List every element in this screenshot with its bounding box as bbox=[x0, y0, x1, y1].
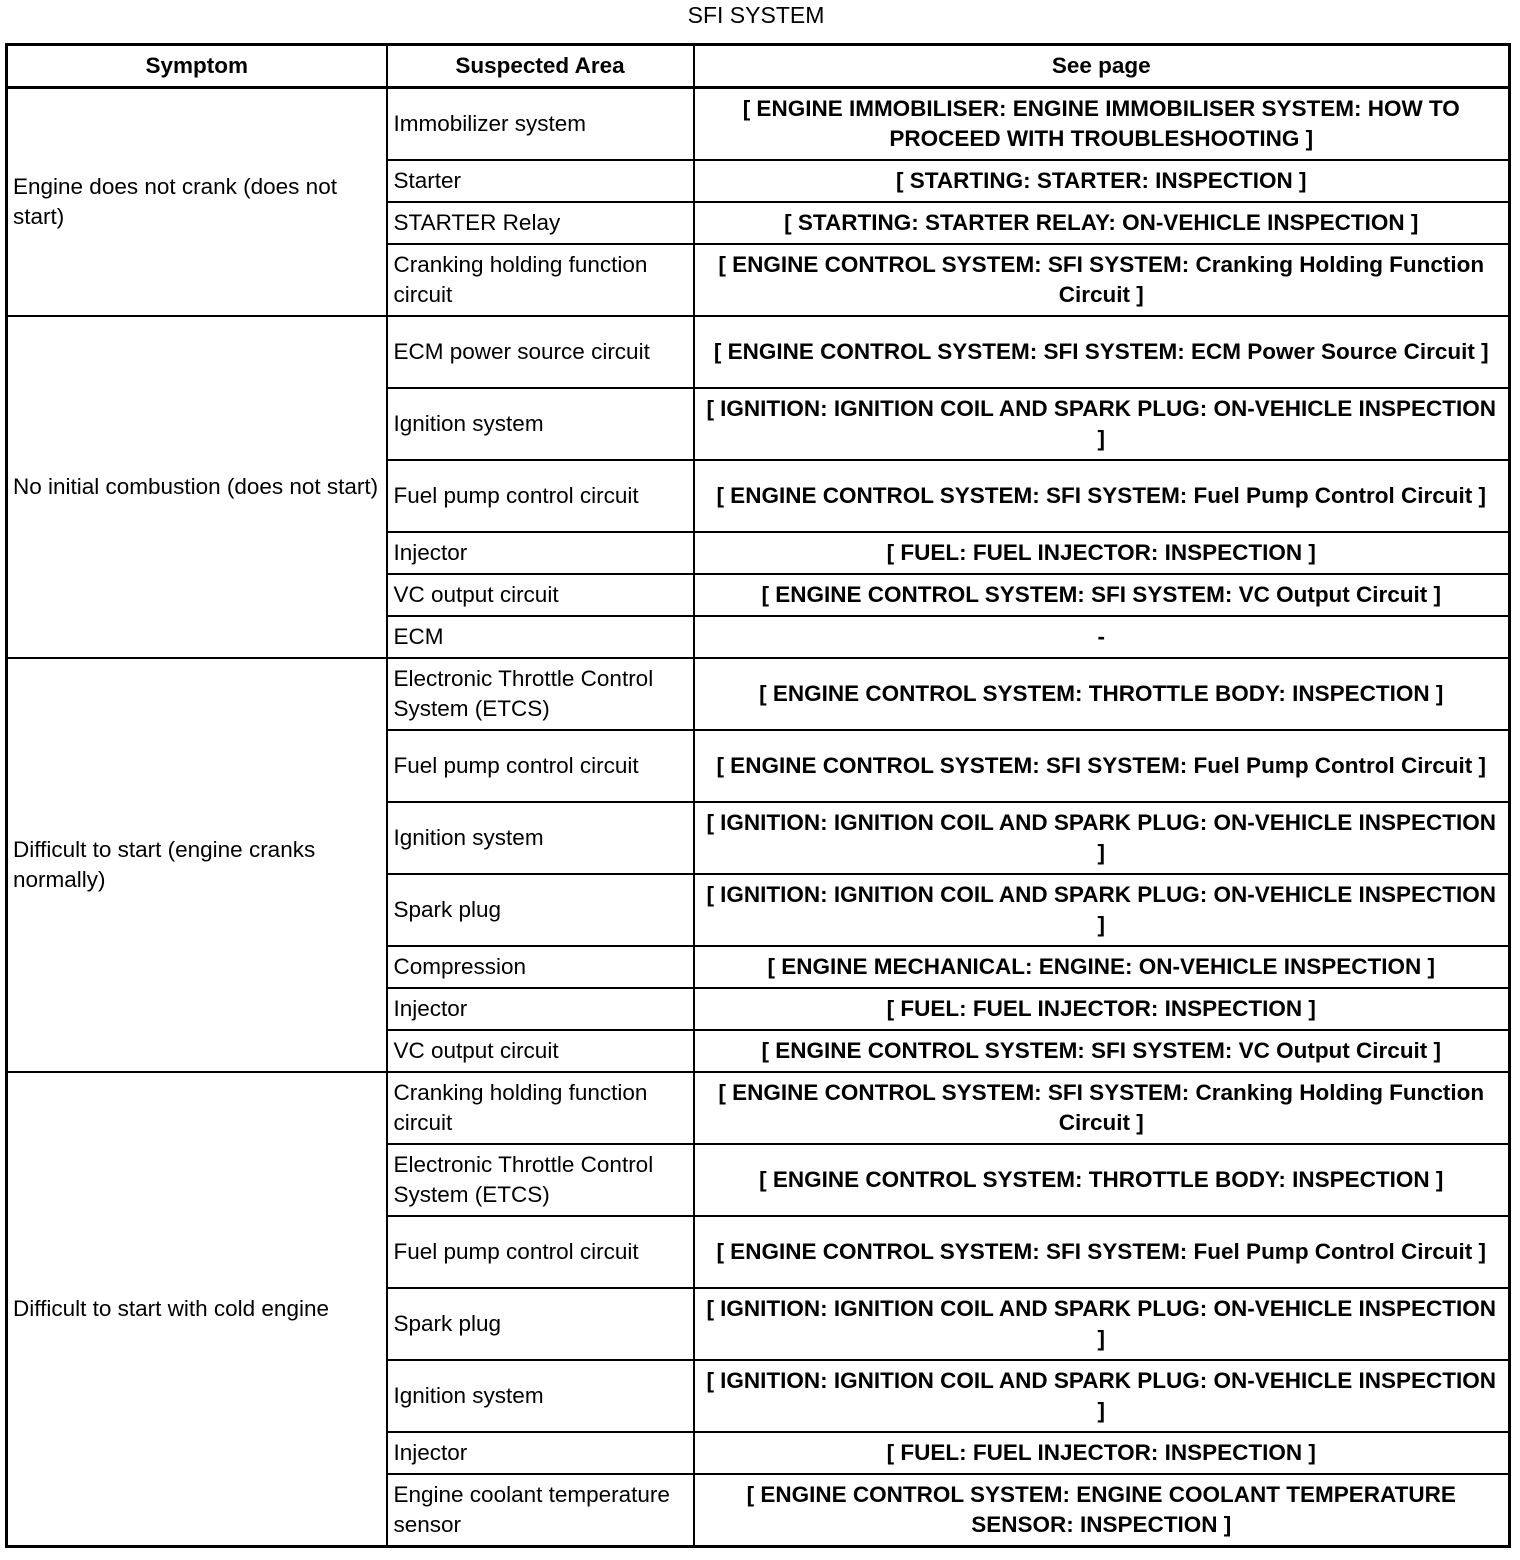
area-cell: ECM bbox=[387, 616, 694, 658]
page-reference: [ FUEL: FUEL INJECTOR: INSPECTION ] bbox=[694, 532, 1510, 574]
page-reference: [ ENGINE CONTROL SYSTEM: SFI SYSTEM: ECM Power Source Circuit ] bbox=[694, 316, 1510, 388]
area-cell: Cranking holding function circuit bbox=[387, 244, 694, 316]
page-reference: [ ENGINE CONTROL SYSTEM: ENGINE COOLANT TEMPERATURE SENSOR: INSPECTION ] bbox=[694, 1474, 1510, 1547]
page-reference: [ IGNITION: IGNITION COIL AND SPARK PLUG: ON-VEHICLE INSPECTION ] bbox=[694, 1360, 1510, 1432]
area-cell: Cranking holding function circuit bbox=[387, 1072, 694, 1144]
symptom-cell: Difficult to start with cold engine bbox=[7, 1072, 387, 1547]
area-cell: Injector bbox=[387, 988, 694, 1030]
page-reference: [ IGNITION: IGNITION COIL AND SPARK PLUG: ON-VEHICLE INSPECTION ] bbox=[694, 874, 1510, 946]
page-reference: [ FUEL: FUEL INJECTOR: INSPECTION ] bbox=[694, 1432, 1510, 1474]
area-cell: Engine coolant temperature sensor bbox=[387, 1474, 694, 1547]
area-cell: Ignition system bbox=[387, 802, 694, 874]
page-reference: [ ENGINE MECHANICAL: ENGINE: ON-VEHICLE INSPECTION ] bbox=[694, 946, 1510, 988]
page-reference: [ ENGINE CONTROL SYSTEM: THROTTLE BODY: INSPECTION ] bbox=[694, 1144, 1510, 1216]
page-reference: [ IGNITION: IGNITION COIL AND SPARK PLUG: ON-VEHICLE INSPECTION ] bbox=[694, 802, 1510, 874]
page-reference: [ ENGINE CONTROL SYSTEM: SFI SYSTEM: Cranking Holding Function Circuit ] bbox=[694, 244, 1510, 316]
page-reference: [ ENGINE CONTROL SYSTEM: SFI SYSTEM: Fuel Pump Control Circuit ] bbox=[694, 460, 1510, 532]
area-cell: Injector bbox=[387, 532, 694, 574]
troubleshooting-table bbox=[5, 43, 1511, 1548]
page-reference: [ STARTING: STARTER: INSPECTION ] bbox=[694, 160, 1510, 202]
page-reference: - bbox=[694, 616, 1510, 658]
area-cell: Fuel pump control circuit bbox=[387, 1216, 694, 1288]
area-cell: Electronic Throttle Control System (ETCS) bbox=[387, 658, 694, 730]
area-cell: VC output circuit bbox=[387, 574, 694, 616]
page-reference: [ ENGINE CONTROL SYSTEM: SFI SYSTEM: Fuel Pump Control Circuit ] bbox=[694, 730, 1510, 802]
area-cell: Compression bbox=[387, 946, 694, 988]
area-cell: Spark plug bbox=[387, 874, 694, 946]
symptom-cell: No initial combustion (does not start) bbox=[7, 316, 387, 658]
table-row bbox=[7, 1072, 1510, 1144]
page-reference: [ STARTING: STARTER RELAY: ON-VEHICLE INSPECTION ] bbox=[694, 202, 1510, 244]
area-cell: ECM power source circuit bbox=[387, 316, 694, 388]
table-row bbox=[7, 316, 1510, 388]
table-header-row bbox=[7, 45, 1510, 88]
table-row bbox=[7, 658, 1510, 730]
page-reference: [ ENGINE CONTROL SYSTEM: THROTTLE BODY: INSPECTION ] bbox=[694, 658, 1510, 730]
page-reference: [ ENGINE CONTROL SYSTEM: SFI SYSTEM: VC Output Circuit ] bbox=[694, 1030, 1510, 1072]
area-cell: Fuel pump control circuit bbox=[387, 730, 694, 802]
area-cell: Immobilizer system bbox=[387, 88, 694, 161]
page-reference: [ ENGINE CONTROL SYSTEM: SFI SYSTEM: VC Output Circuit ] bbox=[694, 574, 1510, 616]
page-reference: [ IGNITION: IGNITION COIL AND SPARK PLUG: ON-VEHICLE INSPECTION ] bbox=[694, 1288, 1510, 1360]
page-title: SFI SYSTEM bbox=[687, 2, 825, 28]
area-cell: Starter bbox=[387, 160, 694, 202]
page-reference: [ ENGINE CONTROL SYSTEM: SFI SYSTEM: Cranking Holding Function Circuit ] bbox=[694, 1072, 1510, 1144]
symptom-cell: Engine does not crank (does not start) bbox=[7, 88, 387, 317]
header-symptom: Symptom bbox=[7, 45, 387, 88]
area-cell: Ignition system bbox=[387, 1360, 694, 1432]
area-cell: STARTER Relay bbox=[387, 202, 694, 244]
area-cell: VC output circuit bbox=[387, 1030, 694, 1072]
page-reference: [ ENGINE IMMOBILISER: ENGINE IMMOBILISER SYSTEM: HOW TO PROCEED WITH TROUBLESHOOTING ] bbox=[694, 88, 1510, 161]
page-reference: [ FUEL: FUEL INJECTOR: INSPECTION ] bbox=[694, 988, 1510, 1030]
page-reference: [ IGNITION: IGNITION COIL AND SPARK PLUG: ON-VEHICLE INSPECTION ] bbox=[694, 388, 1510, 460]
area-cell: Spark plug bbox=[387, 1288, 694, 1360]
symptom-cell: Difficult to start (engine cranks normally) bbox=[7, 658, 387, 1072]
header-suspected-area: Suspected Area bbox=[387, 45, 694, 88]
page-reference: [ ENGINE CONTROL SYSTEM: SFI SYSTEM: Fuel Pump Control Circuit ] bbox=[694, 1216, 1510, 1288]
area-cell: Electronic Throttle Control System (ETCS) bbox=[387, 1144, 694, 1216]
area-cell: Ignition system bbox=[387, 388, 694, 460]
header-see-page: See page bbox=[694, 45, 1510, 88]
area-cell: Injector bbox=[387, 1432, 694, 1474]
area-cell: Fuel pump control circuit bbox=[387, 460, 694, 532]
table-row bbox=[7, 88, 1510, 161]
